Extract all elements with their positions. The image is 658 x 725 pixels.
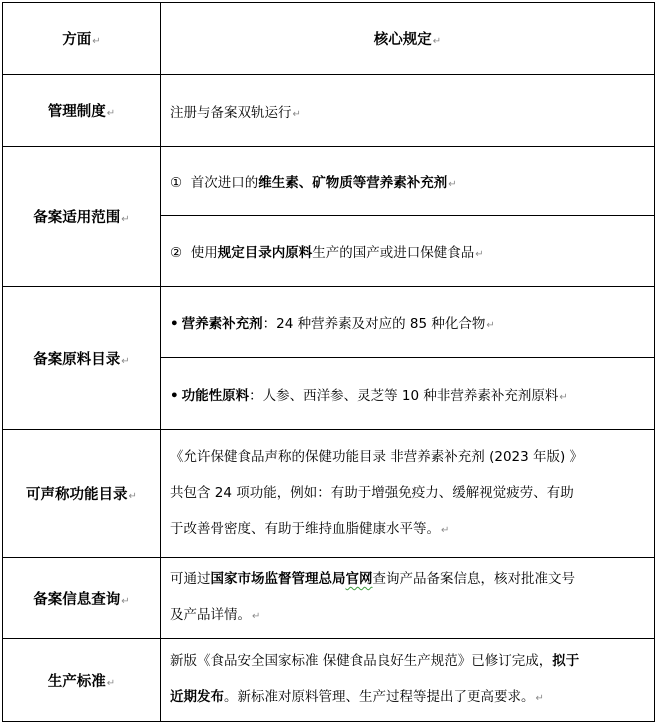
row-content-management — [161, 75, 655, 147]
row-label-query — [3, 558, 161, 639]
paragraph-mark: ↵ — [106, 108, 116, 119]
functions-content — [161, 430, 655, 558]
row-label-scope — [3, 147, 161, 287]
row-label-text: 管理制度 — [47, 104, 106, 120]
materials-item-2-bold: 功能性原料 — [181, 387, 250, 404]
standard-bold-1: 拟于 — [552, 653, 580, 669]
functions-line-1: 《允许保健食品声称的保健功能目录 非营养素补充剂 (2023 年版) 》 — [170, 448, 584, 465]
paragraph-mark: ↵ — [106, 677, 116, 689]
regulation-table — [2, 2, 655, 722]
table-row-standard — [3, 639, 655, 722]
standard-bold-2: 近期发布 — [170, 689, 224, 705]
paragraph-mark: ↵ — [441, 524, 450, 536]
paragraph-mark: ↵ — [121, 595, 130, 607]
scope-item-2 — [161, 216, 655, 287]
row-label-management — [3, 75, 161, 147]
table-row-query — [3, 558, 655, 639]
functions-line-3-wrap — [170, 511, 648, 549]
functions-line-2: 共包含 24 项功能，例如：有助于增强免疫力、缓解视觉疲劳、有助 — [170, 484, 574, 501]
item-number: ② — [170, 245, 183, 261]
table-row-scope-1 — [3, 147, 655, 216]
paragraph-mark: ↵ — [559, 391, 568, 403]
query-bold-squiggle: 官网 — [345, 571, 373, 587]
paragraph-mark: ↵ — [92, 36, 101, 47]
scope-item-1-bold: 维生素、矿物质等营养素补充剂 — [258, 175, 448, 191]
header-aspect — [3, 3, 161, 75]
row-label-standard — [3, 639, 161, 722]
paragraph-mark: ↵ — [252, 611, 261, 622]
paragraph-mark: ↵ — [121, 355, 130, 367]
row-label-materials — [3, 287, 161, 430]
standard-text-pre: 新版《食品安全国家标准 保健食品良好生产规范》已修订完成， — [170, 653, 553, 669]
row-label-text: 备案原料目录 — [33, 351, 121, 368]
row-label-text: 备案适用范围 — [33, 210, 121, 226]
query-bold: 国家市场监督管理总局 — [210, 571, 346, 587]
materials-item-1-text: ：24 种营养素及对应的 85 种化合物 — [262, 316, 486, 332]
materials-item-1 — [161, 287, 655, 358]
standard-line-2 — [170, 679, 648, 717]
table-row-materials-1 — [3, 287, 655, 358]
row-label-text: 生产标准 — [47, 673, 106, 690]
query-text-pre: 可通过 — [170, 571, 211, 587]
materials-item-1-bold: 营养素补充剂 — [181, 316, 263, 332]
bullet-icon: • — [170, 387, 179, 404]
management-text: 注册与备案双轨运行 — [170, 104, 292, 121]
paragraph-mark: ↵ — [432, 36, 442, 47]
standard-content — [161, 639, 655, 722]
standard-text-post: 。新标准对原料管理、生产过程等提出了更高要求。 — [224, 689, 535, 705]
scope-item-1-text: 首次进口的 — [190, 175, 259, 191]
materials-item-2 — [161, 358, 655, 430]
header-core-rules — [161, 3, 655, 75]
paragraph-mark: ↵ — [448, 179, 457, 190]
functions-line-3: 于改善骨密度、有助于维持血脂健康水平等。 — [170, 520, 440, 537]
scope-item-1 — [161, 147, 655, 216]
header-core-rules-text: 核心规定 — [373, 32, 432, 48]
table-row-functions — [3, 430, 655, 558]
paragraph-mark: ↵ — [486, 320, 495, 331]
table-row-management — [3, 75, 655, 147]
row-label-text: 备案信息查询 — [33, 591, 121, 608]
scope-item-2-bold: 规定目录内原料 — [217, 245, 313, 261]
materials-item-2-text: ：人参、西洋参、灵芝等 10 种非营养素补充剂原料 — [249, 387, 559, 404]
row-label-functions — [3, 430, 161, 558]
bullet-icon: • — [170, 316, 179, 332]
query-text-post: 查询产品备案信息，核对批准文号 — [372, 571, 575, 587]
paragraph-mark: ↵ — [535, 693, 544, 704]
scope-item-2-text: 使用 — [190, 245, 218, 261]
paragraph-mark: ↵ — [292, 108, 301, 120]
paragraph-mark: ↵ — [475, 249, 484, 260]
item-number: ① — [170, 175, 183, 191]
scope-item-2-text-post: 生产的国产或进口保健食品 — [312, 245, 475, 261]
query-line-1 — [170, 561, 648, 597]
standard-line-1 — [170, 643, 648, 679]
header-aspect-text: 方面 — [62, 32, 92, 48]
paragraph-mark: ↵ — [121, 214, 130, 225]
paragraph-mark: ↵ — [128, 491, 137, 502]
query-line-2 — [170, 597, 648, 635]
table-header-row — [3, 3, 655, 75]
query-line-2-text: 及产品详情。 — [170, 607, 251, 623]
query-content — [161, 558, 655, 639]
row-label-text: 可声称功能目录 — [26, 487, 128, 503]
